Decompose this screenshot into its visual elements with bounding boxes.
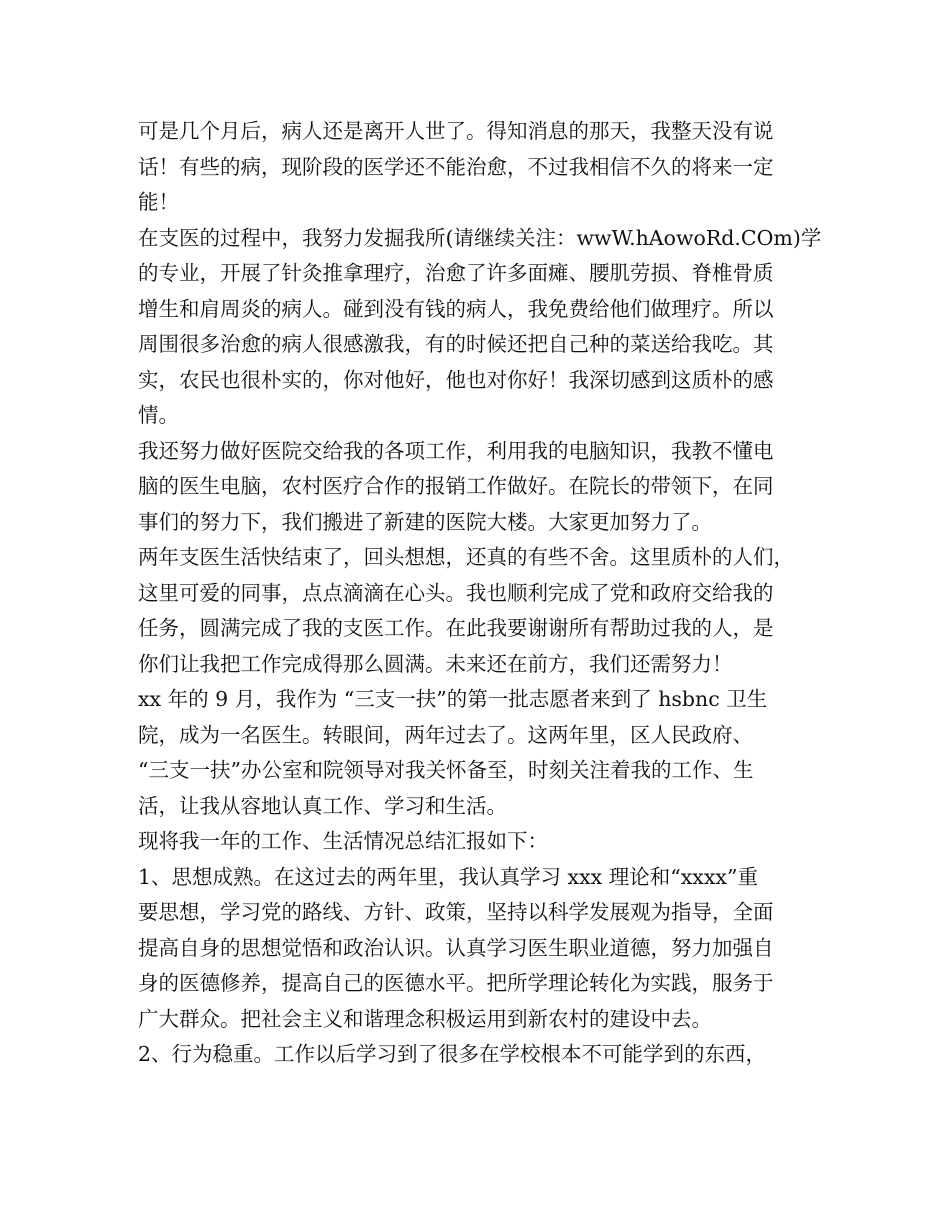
text-line: 两年支医生活快结束了，回头想想，还真的有些不舍。这里质朴的人们， — [138, 545, 794, 569]
text-line: 任务，圆满完成了我的支医工作。在此我要谢谢所有帮助过我的人，是 — [138, 616, 774, 640]
text-line: 活，让我从容地认真工作、学习和生活。 — [138, 793, 507, 818]
text-line: 脑的医生电脑，农村医疗合作的报销工作做好。在院长的带领下，在同 — [138, 474, 774, 498]
text-line: 可是几个月后，病人还是离开人世了。得知消息的那天，我整天没有说 — [138, 119, 774, 143]
text-line: 实，农民也很朴实的，你对他好，他也对你好！我深切感到这质朴的感 — [138, 367, 774, 392]
text-line: xx 年的 9 月，我作为 “三支一扶”的第一批志愿者来到了 hsbnc 卫生 — [138, 687, 768, 711]
text-line: 增生和肩周炎的病人。碰到没有钱的病人，我免费给他们做理疗。所以 — [138, 296, 774, 321]
text-line: 2、行为稳重。工作以后学习到了很多在学校根本不可能学到的东西， — [138, 1042, 767, 1066]
text-line: 1、思想成熟。在这过去的两年里，我认真学习 xxx 理论和“xxxx”重 — [138, 864, 758, 889]
text-line: 事们的努力下，我们搬进了新建的医院大楼。大家更加努力了。 — [138, 509, 712, 534]
text-line: 广大群众。把社会主义和谐理念积极运用到新农村的建设中去。 — [138, 1006, 712, 1031]
text-line: 院，成为一名医生。转眼间，两年过去了。这两年里，区人民政府、 — [138, 722, 753, 747]
text-line: 能！ — [138, 190, 179, 214]
text-line: 话！有些的病，现阶段的医学还不能治愈，不过我相信不久的将来一定 — [138, 154, 774, 179]
text-line: 身的医德修养，提高自己的医德水平。把所学理论转化为实践，服务于 — [138, 971, 774, 995]
document-body — [138, 114, 828, 1073]
text-line: 的专业，开展了针灸推拿理疗，治愈了许多面瘫、腰肌劳损、脊椎骨质 — [138, 261, 774, 285]
text-line: 提高自身的思想觉悟和政治认识。认真学习医生职业道德，努力加强自 — [138, 935, 774, 960]
text-line: 情。 — [138, 403, 179, 427]
text-line: 要思想，学习党的路线、方针、政策，坚持以科学发展观为指导，全面 — [138, 900, 774, 924]
text-line: 我还努力做好医院交给我的各项工作，利用我的电脑知识，我教不懂电 — [138, 438, 774, 463]
text-line: 周围很多治愈的病人很感激我，有的时候还把自己种的菜送给我吃。其 — [138, 332, 774, 356]
text-line: “三支一扶”办公室和院领导对我关怀备至，时刻关注着我的工作、生 — [138, 758, 754, 782]
text-line: 这里可爱的同事，点点滴滴在心头。我也顺利完成了党和政府交给我的 — [138, 580, 774, 605]
text-line: 你们让我把工作完成得那么圆满。未来还在前方，我们还需努力！ — [138, 651, 733, 676]
text-line: 现将我一年的工作、生活情况总结汇报如下： — [138, 829, 548, 853]
text-line: 在支医的过程中，我努力发掘我所(请继续关注：wwW.hAowoRd.COm)学 — [138, 225, 822, 250]
